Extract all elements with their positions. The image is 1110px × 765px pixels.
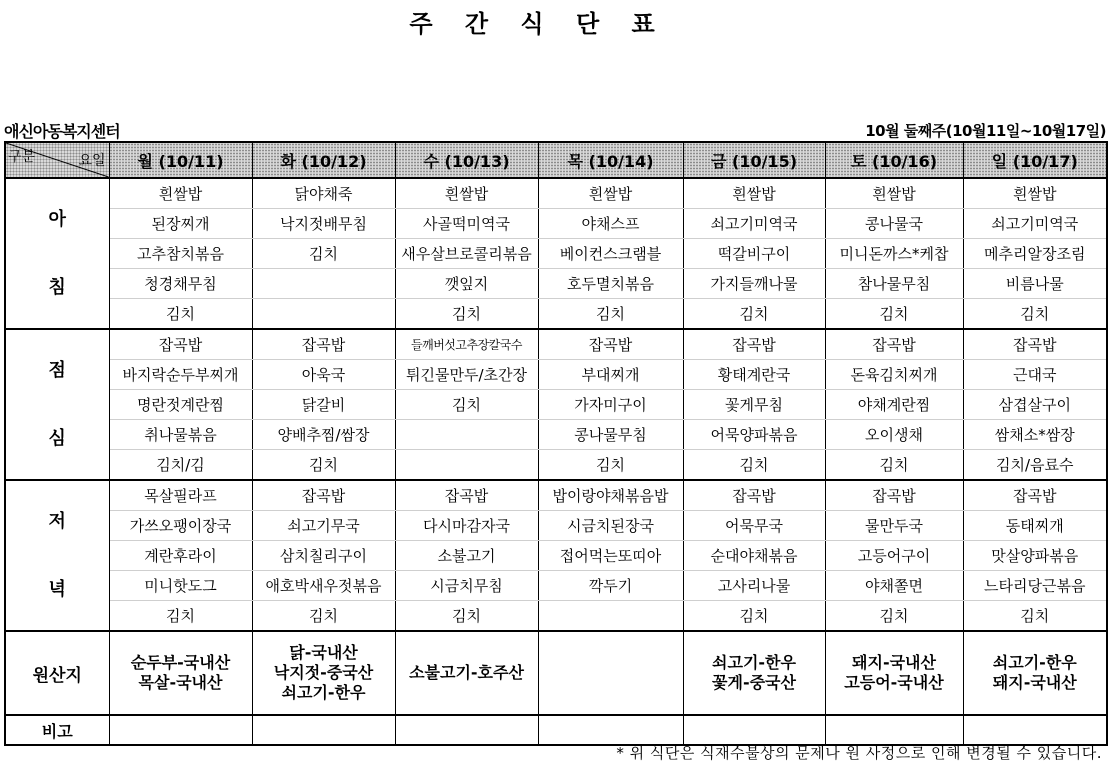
menu-item: 김치 <box>395 299 538 330</box>
menu-item: 잡곡밥 <box>252 329 395 360</box>
menu-item: 바지락순두부찌개 <box>109 360 252 390</box>
menu-item: 명란젓계란찜 <box>109 390 252 420</box>
menu-item: 된장찌개 <box>109 209 252 239</box>
menu-item: 김치 <box>538 450 683 481</box>
day-header-wed: 수 (10/13) <box>395 142 538 178</box>
note-cell <box>683 715 825 745</box>
meal-label-lunch <box>5 329 109 480</box>
note-label: 비고 <box>5 715 109 745</box>
origin-item: 고등어-국내산 <box>844 673 944 692</box>
menu-item: 고등어구이 <box>825 541 963 571</box>
menu-item: 김치 <box>825 299 963 330</box>
origin-item: 쇠고기-한우 <box>712 653 796 672</box>
menu-item: 가자미구이 <box>538 390 683 420</box>
menu-item: 동태찌개 <box>963 511 1107 541</box>
menu-item: 새우살브로콜리볶음 <box>395 239 538 269</box>
menu-table <box>4 141 1108 746</box>
menu-item: 흰쌀밥 <box>538 178 683 209</box>
footnote: * 위 식단은 식재수불상의 문제나 원 사정으로 인해 변경될 수 있습니다. <box>616 744 1102 762</box>
menu-item: 김치 <box>683 450 825 481</box>
menu-item: 사골떡미역국 <box>395 209 538 239</box>
meal-label-char: 저 <box>48 510 66 532</box>
menu-item: 비름나물 <box>963 269 1107 299</box>
menu-item: 흰쌀밥 <box>963 178 1107 209</box>
menu-item: 김치 <box>825 601 963 632</box>
menu-item: 쇠고기무국 <box>252 511 395 541</box>
origin-item: 돼지-국내산 <box>852 653 936 672</box>
menu-item: 잡곡밥 <box>963 329 1107 360</box>
menu-item: 고추참치볶음 <box>109 239 252 269</box>
menu-item: 꽃게무침 <box>683 390 825 420</box>
note-cell <box>825 715 963 745</box>
menu-item: 김치/김 <box>109 450 252 481</box>
menu-body <box>5 178 1107 631</box>
menu-item: 느타리당근볶음 <box>963 571 1107 601</box>
menu-item: 김치 <box>963 601 1107 632</box>
menu-item: 취나물볶음 <box>109 420 252 450</box>
day-header-thu: 목 (10/14) <box>538 142 683 178</box>
menu-item: 흰쌀밥 <box>683 178 825 209</box>
menu-item: 삼겹살구이 <box>963 390 1107 420</box>
menu-item: 오이생채 <box>825 420 963 450</box>
menu-row <box>5 178 1107 209</box>
menu-item: 잡곡밥 <box>538 329 683 360</box>
menu-item: 김치 <box>683 601 825 632</box>
day-header-sat: 토 (10/16) <box>825 142 963 178</box>
menu-item: 김치 <box>395 601 538 632</box>
origin-cell <box>252 631 395 715</box>
menu-row <box>5 329 1107 360</box>
menu-item: 잡곡밥 <box>825 329 963 360</box>
origin-cell <box>963 631 1107 715</box>
menu-row <box>5 571 1107 601</box>
menu-row <box>5 209 1107 239</box>
menu-item: 미니돈까스*케찹 <box>825 239 963 269</box>
meal-label-char: 녁 <box>48 578 66 600</box>
origin-item: 순두부-국내산 <box>130 653 231 672</box>
origin-item: 쇠고기-한우 <box>281 683 366 702</box>
menu-item: 돈육김치찌개 <box>825 360 963 390</box>
menu-item <box>252 269 395 299</box>
menu-item: 밥이랑야채볶음밥 <box>538 480 683 511</box>
menu-item: 잡곡밥 <box>683 329 825 360</box>
day-header-tue: 화 (10/12) <box>252 142 395 178</box>
menu-item: 깍두기 <box>538 571 683 601</box>
menu-item: 콩나물무침 <box>538 420 683 450</box>
menu-item: 베이컨스크램블 <box>538 239 683 269</box>
origin-label: 원산지 <box>5 631 109 715</box>
origin-item: 목살-국내산 <box>138 673 223 692</box>
menu-item: 황태계란국 <box>683 360 825 390</box>
day-header-sun: 일 (10/17) <box>963 142 1107 178</box>
menu-item: 김치 <box>109 299 252 330</box>
menu-item: 잡곡밥 <box>963 480 1107 511</box>
meal-label-dinner <box>5 480 109 631</box>
menu-item: 잡곡밥 <box>825 480 963 511</box>
origin-item: 꽃게-중국산 <box>712 673 796 692</box>
menu-item: 부대찌개 <box>538 360 683 390</box>
menu-item: 근대국 <box>963 360 1107 390</box>
note-cell <box>252 715 395 745</box>
menu-item: 흰쌀밥 <box>109 178 252 209</box>
menu-item: 야채계란찜 <box>825 390 963 420</box>
menu-item: 시금치무침 <box>395 571 538 601</box>
menu-item: 아욱국 <box>252 360 395 390</box>
origin-item: 돼지-국내산 <box>992 673 1077 692</box>
menu-item: 닭야채죽 <box>252 178 395 209</box>
menu-item: 잡곡밥 <box>109 329 252 360</box>
menu-item <box>538 601 683 632</box>
origin-item: 쇠고기-한우 <box>992 653 1077 672</box>
note-cell <box>109 715 252 745</box>
menu-item: 쇠고기미역국 <box>683 209 825 239</box>
menu-item: 쇠고기미역국 <box>963 209 1107 239</box>
menu-item: 참나물무침 <box>825 269 963 299</box>
menu-item: 맛살양파볶음 <box>963 541 1107 571</box>
menu-item: 물만두국 <box>825 511 963 541</box>
menu-item: 쌈채소*쌈장 <box>963 420 1107 450</box>
menu-item: 잡곡밥 <box>683 480 825 511</box>
menu-item: 김치 <box>109 601 252 632</box>
menu-item: 메추리알장조림 <box>963 239 1107 269</box>
menu-item: 흰쌀밥 <box>395 178 538 209</box>
origin-cell <box>538 631 683 715</box>
menu-row <box>5 541 1107 571</box>
meal-label-char: 침 <box>48 276 66 298</box>
menu-item: 애호박새우젓볶음 <box>252 571 395 601</box>
center-name: 애신아동복지센터 <box>4 122 120 141</box>
menu-item: 양배추찜/쌈장 <box>252 420 395 450</box>
menu-item: 미니핫도그 <box>109 571 252 601</box>
menu-item: 흰쌀밥 <box>825 178 963 209</box>
menu-item: 김치 <box>395 390 538 420</box>
menu-item: 목살필라프 <box>109 480 252 511</box>
day-header-mon: 월 (10/11) <box>109 142 252 178</box>
menu-item: 잡곡밥 <box>252 480 395 511</box>
menu-item: 김치 <box>683 299 825 330</box>
menu-item: 김치 <box>963 299 1107 330</box>
menu-row <box>5 299 1107 330</box>
menu-item <box>252 299 395 330</box>
menu-item: 삼치칠리구이 <box>252 541 395 571</box>
note-cell <box>538 715 683 745</box>
menu-item: 잡곡밥 <box>395 480 538 511</box>
meal-label-char: 점 <box>48 359 66 381</box>
menu-row <box>5 390 1107 420</box>
menu-item: 김치 <box>252 601 395 632</box>
note-cell <box>963 715 1107 745</box>
menu-item: 청경채무침 <box>109 269 252 299</box>
menu-item: 김치/음료수 <box>963 450 1107 481</box>
menu-item: 접어먹는또띠아 <box>538 541 683 571</box>
menu-item: 야채스프 <box>538 209 683 239</box>
menu-item: 다시마감자국 <box>395 511 538 541</box>
menu-item: 야채쫄면 <box>825 571 963 601</box>
page-title: 주 간 식 단 표 <box>409 10 667 38</box>
menu-item: 깻잎지 <box>395 269 538 299</box>
menu-item <box>395 450 538 481</box>
corner-header <box>5 142 109 178</box>
note-cell <box>395 715 538 745</box>
meal-label-breakfast <box>5 178 109 329</box>
meal-label-char: 아 <box>48 208 66 230</box>
corner-label-day: 요일 <box>78 153 106 169</box>
menu-item: 떡갈비구이 <box>683 239 825 269</box>
menu-row <box>5 420 1107 450</box>
menu-item: 고사리나물 <box>683 571 825 601</box>
menu-item: 어묵무국 <box>683 511 825 541</box>
menu-item: 콩나물국 <box>825 209 963 239</box>
week-range: 10월 둘째주(10월11일~10월17일) <box>865 122 1106 140</box>
menu-item <box>395 420 538 450</box>
menu-row <box>5 269 1107 299</box>
menu-item: 낙지젓배무침 <box>252 209 395 239</box>
menu-item: 들깨버섯고추장칼국수 <box>395 329 538 360</box>
menu-item: 가쓰오팽이장국 <box>109 511 252 541</box>
menu-item: 소불고기 <box>395 541 538 571</box>
origin-cell <box>395 631 538 715</box>
menu-item: 닭갈비 <box>252 390 395 420</box>
menu-row <box>5 239 1107 269</box>
origin-cell <box>109 631 252 715</box>
day-header-fri: 금 (10/15) <box>683 142 825 178</box>
menu-item: 어묵양파볶음 <box>683 420 825 450</box>
menu-row <box>5 480 1107 511</box>
menu-item: 김치 <box>252 239 395 269</box>
origin-row <box>5 631 1107 715</box>
menu-row <box>5 360 1107 390</box>
origin-cell <box>825 631 963 715</box>
menu-item: 가지들깨나물 <box>683 269 825 299</box>
menu-item: 김치 <box>252 450 395 481</box>
menu-item: 순대야채볶음 <box>683 541 825 571</box>
origin-item: 닭-국내산 <box>289 643 358 662</box>
origin-cell <box>683 631 825 715</box>
menu-row <box>5 601 1107 632</box>
corner-label-category: 구분 <box>8 149 36 165</box>
menu-item: 계란후라이 <box>109 541 252 571</box>
menu-row <box>5 450 1107 481</box>
origin-item: 낙지젓-중국산 <box>273 663 374 682</box>
origin-item: 소불고기-호주산 <box>409 663 524 682</box>
menu-row <box>5 511 1107 541</box>
header-row <box>5 142 1107 178</box>
menu-item: 튀긴물만두/초간장 <box>395 360 538 390</box>
meal-label-char: 심 <box>48 427 66 449</box>
menu-item: 김치 <box>538 299 683 330</box>
menu-item: 김치 <box>825 450 963 481</box>
menu-item: 호두멸치볶음 <box>538 269 683 299</box>
menu-item: 시금치된장국 <box>538 511 683 541</box>
note-row <box>5 715 1107 745</box>
